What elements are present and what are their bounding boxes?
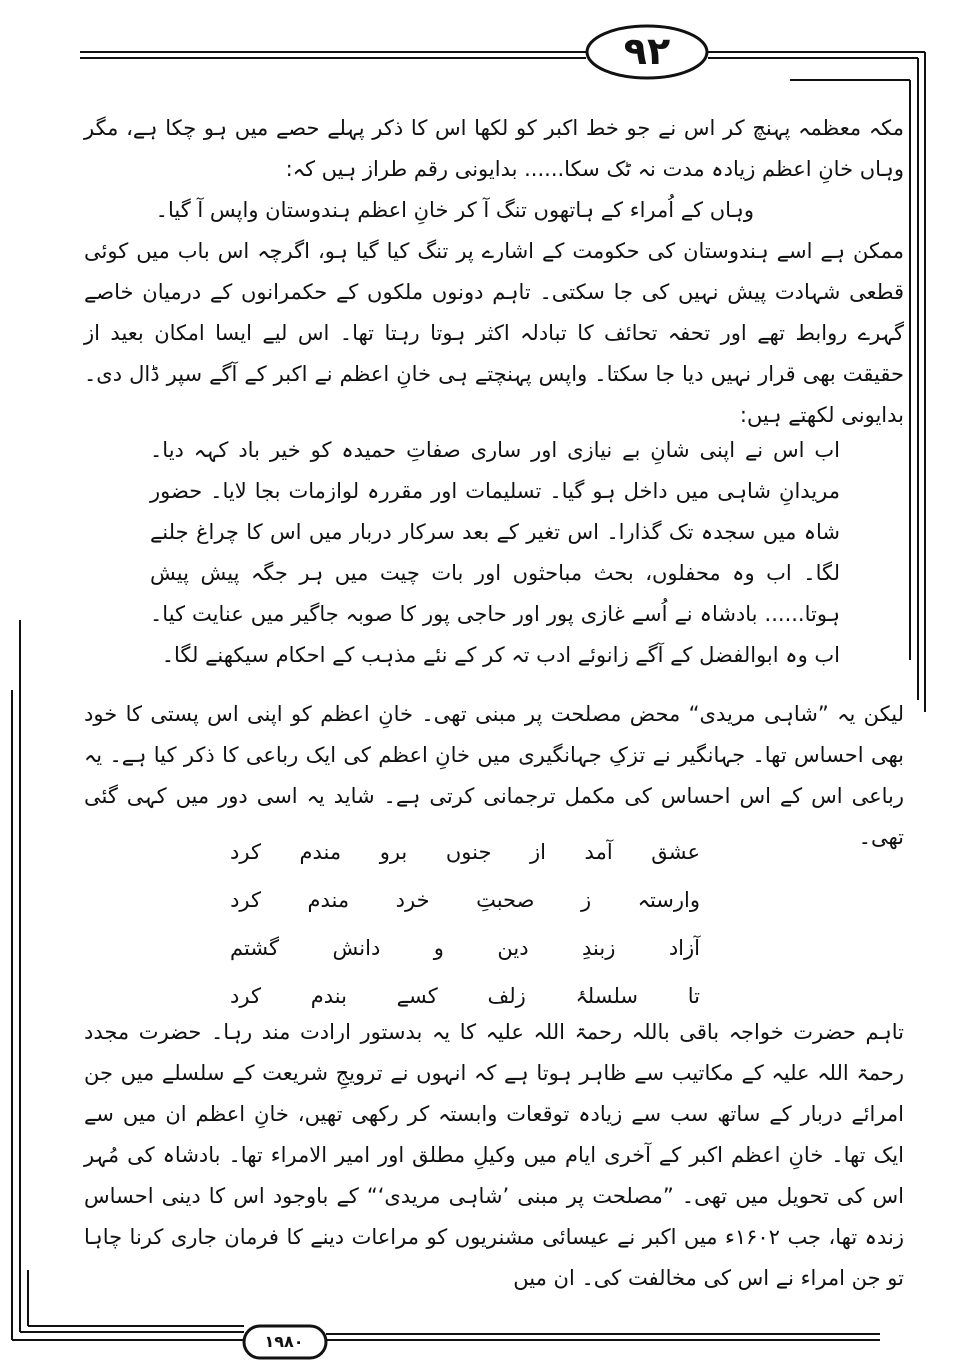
block-quote: اب اس نے اپنی شانِ بے نیازی اور ساری صفاتِ حمیدہ کو خیر باد کہہ دیا۔ مریدانِ شاہی میں داخل ہو گیا۔ تسلیمات اور مقررہ لوازمات بجا لایا۔ حضور شاہ میں سجدہ تک گذارا۔ اس تغیر کے بعد سرکار دربار میں اس کا چراغ جلنے لگا۔ اب وہ محفلوں، بحث مباحثوں اور بات چیت میں ہر جگہ پیش پیش ہوتا...... بادشاہ نے اُسے غازی پور اور حاجی پور کا صوبہ جاگیر میں عنایت کیا۔ اب وہ ابوالفضل کے آگے زانوئے ادب تہ کر کے نئے مذہب کے احکام سیکھنے لگا۔ xyxy=(150,438,840,667)
verse-word: وارستہ xyxy=(637,888,700,912)
verse-word: و xyxy=(433,936,444,960)
verse-word: آمد xyxy=(584,840,613,864)
verse-line xyxy=(230,828,700,876)
block-quote: وہاں کے اُمراء کے ہاتھوں تنگ آ کر خانِ اعظم ہندوستان واپس آ گیا۔ xyxy=(155,198,754,222)
verse-word: مندم xyxy=(299,840,342,864)
verse-word: آزاد xyxy=(668,936,700,960)
quotation-block xyxy=(150,430,840,676)
page-number: ۹۲ xyxy=(623,29,671,73)
paragraph: مکہ معظمہ پہنچ کر اس نے جو خط اکبر کو لکھا اس کا ذکر پہلے حصے میں ہو چکا ہے، مگر وہاں خانِ اعظم زیادہ مدت نہ ٹک سکا...... بدایونی رقم طراز ہیں کہ: xyxy=(84,116,904,181)
verse-word: تا xyxy=(687,984,700,1008)
verse-word: کرد xyxy=(230,984,261,1008)
verse-word: جنوں xyxy=(445,840,492,864)
paragraph: لیکن یہ ”شاہی مریدی“ محض مصلحت پر مبنی تھی۔ خانِ اعظم کو اپنی اس پستی کا خود بھی احساس تھا۔ جہانگیر نے تزکِ جہانگیری میں خانِ اعظم کی ایک رباعی کا ذکر کیا ہے۔ یہ رباعی اس کے اس احساس کی مکمل ترجمانی کرتی ہے۔ شاید یہ اسی دور میں کہی گئی تھی۔ xyxy=(84,702,904,849)
rubai-verse xyxy=(230,828,700,1020)
verse-word: خرد xyxy=(395,888,430,912)
verse-word: زلف xyxy=(487,984,526,1008)
verse-line xyxy=(230,876,700,924)
verse-word: زبندِ xyxy=(582,936,616,960)
verse-word: گشتم xyxy=(230,936,280,960)
verse-word: دین xyxy=(497,936,529,960)
verse-line xyxy=(230,924,700,972)
verse-word: برو xyxy=(379,840,408,864)
verse-word: دانش xyxy=(332,936,381,960)
verse-word: صحبتِ xyxy=(476,888,535,912)
verse-word: سلسلۂ xyxy=(575,984,639,1008)
verse-word: کسے xyxy=(396,984,438,1008)
verse-word: کرد xyxy=(230,840,261,864)
paragraph: تاہم حضرت خواجہ باقی باللہ رحمۃ اللہ علیہ کا یہ بدستور ارادت مند رہا۔ حضرت مجدد رحمۃ اللہ علیہ کے مکاتیب سے ظاہر ہوتا ہے کہ انہوں نے ترویجِ شریعت کے سلسلے میں جن امرائے دربار کے ساتھ سب سے زیادہ توقعات وابستہ کر رکھی تھیں، خانِ اعظم ان میں سے ایک تھا۔ خانِ اعظم اکبر کے آخری ایام میں وکیلِ مطلق اور امیر الامراء تھا۔ بادشاہ کی مُہر اس کی تحویل میں تھی۔ ”مصلحت پر مبنی ’شاہی مریدی‘“ کے باوجود اس کا دینی احساس زندہ تھا، جب ۱۶۰۲ء میں اکبر نے عیسائی مشنریوں کو مراعات دینے کا فرمان جاری کرنا چاہا تو جن امراء نے اس کی مخالفت کی۔ ان میں xyxy=(84,1020,904,1290)
footer-year: ۱۹۸۰ xyxy=(264,1332,304,1351)
verse-word: بندم xyxy=(310,984,347,1008)
paragraph: ممکن ہے اسے ہندوستان کی حکومت کے اشارے پر تنگ کیا گیا ہو، اگرچہ اس باب میں کوئی قطعی شہادت پیش نہیں کی جا سکتی۔ تاہم دونوں ملکوں کے حکمرانوں کے درمیان خاصے گہرے روابط تھے اور تحفہ تحائف کا تبادلہ اکثر ہوتا رہتا تھا۔ اس لیے ایسا امکان بعید از حقیقت بھی قرار نہیں دیا جا سکتا۔ واپس پہنچتے ہی خانِ اعظم نے اکبر کے آگے سپر ڈال دی۔ بدایونی لکھتے ہیں: xyxy=(84,239,904,427)
verse-word: عشق xyxy=(651,840,700,864)
verse-word: ز xyxy=(580,888,592,912)
text-block-top xyxy=(84,108,904,436)
verse-word: از xyxy=(530,840,546,864)
verse-word: کرد xyxy=(230,888,261,912)
text-block-bottom xyxy=(84,1012,904,1299)
verse-word: مندم xyxy=(307,888,350,912)
